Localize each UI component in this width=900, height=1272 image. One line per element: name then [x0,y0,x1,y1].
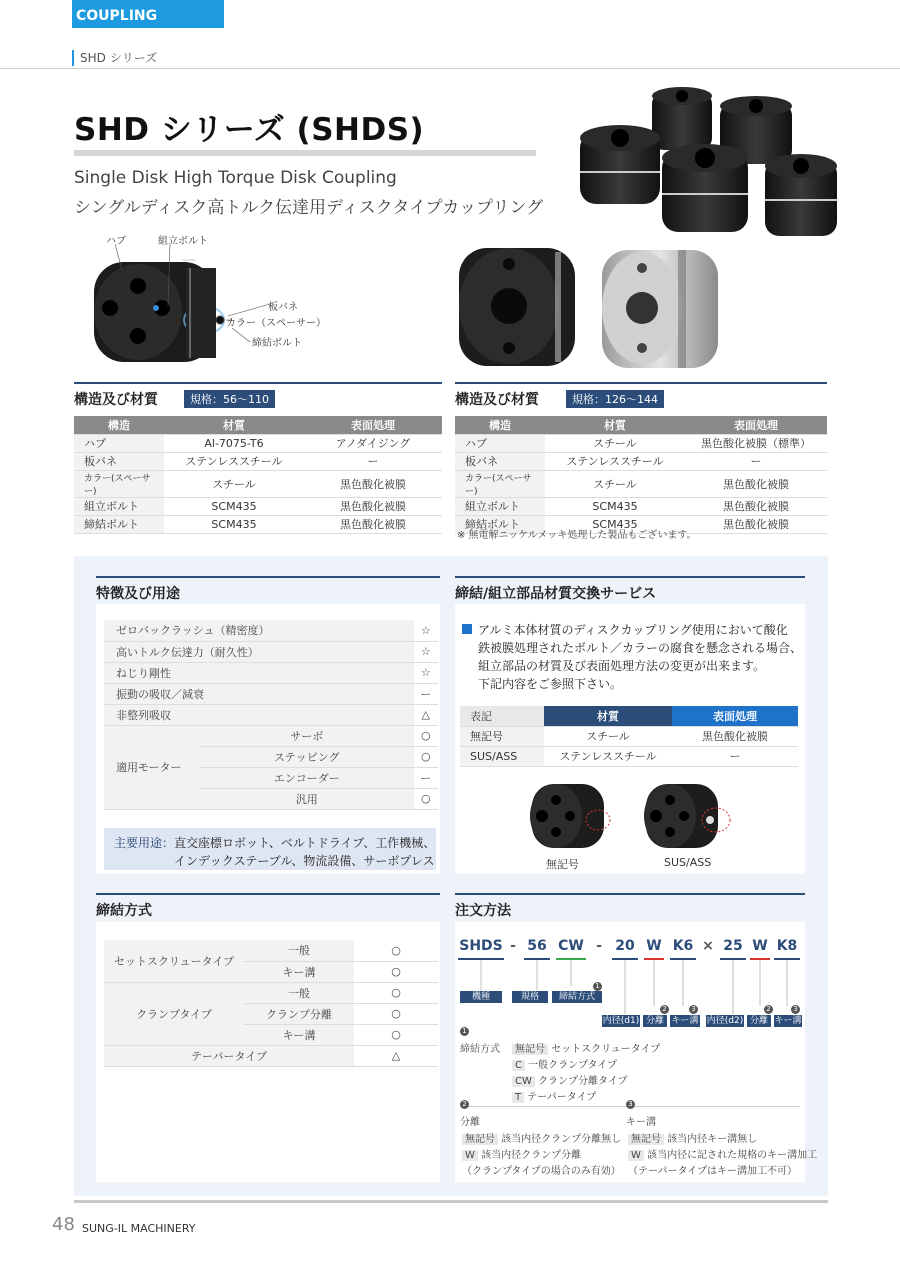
table-row [460,746,798,766]
title-rule [74,150,536,156]
fastening-rating: △ [354,1045,438,1066]
option-code: 無記号 [628,1134,664,1145]
table-cell: 締結ボルト [74,515,164,533]
material-note: ※ 無電解ニッケルメッキ処理した製品もございます。 [457,530,697,541]
material-large-heading: 構造及び材質 [455,392,539,408]
table-header-row [460,706,798,726]
table-row [455,452,827,470]
fastening-table [104,940,438,1067]
table-row [455,470,827,497]
motor-label: 適用モーター [104,725,200,809]
column-header: 表面処理 [672,706,798,726]
table-row [104,620,438,641]
header-rule [0,68,900,69]
feature-label: ねじり剛性 [104,662,414,683]
tag-bore1: 内径(d1) [602,1016,640,1026]
features-rule [96,576,440,578]
table-cell: ー [685,452,827,470]
table-cell: 黒色酸化被膜 [685,497,827,515]
subtitle-en: Single Disk High Torque Disk Coupling [74,168,397,188]
option-desc: 該当内径キー溝無し [667,1134,758,1145]
tag-key1: キー溝 [671,1016,699,1026]
table-row [104,940,438,961]
code-times: × [702,938,714,954]
marker-1: 1 [460,1027,469,1036]
column-header: 構造 [455,416,545,434]
table-cell: スチール [164,470,304,497]
table-cell: 板バネ [455,452,545,470]
table-cell: スチール [545,434,685,452]
column-header: 材質 [164,416,304,434]
table-row [104,725,438,746]
table-cell: SUS/ASS [460,746,544,766]
table-cell: 組立ボルト [455,497,545,515]
tag-bore2: 内径(d2) [706,1016,744,1026]
usage-line1: 直交座標ロボット、ベルトドライブ、工作機械、 [174,836,436,850]
exchange-text1: アルミ本体材質のディスクカップリング使用において酸化 [478,623,788,637]
table-cell: 無記号 [460,726,544,746]
tag-model: 機種 [460,991,502,1003]
material-large-badge: 規格：126〜144 [566,390,664,408]
table-cell: 黒色酸化被膜 [672,726,798,746]
tag-size: 規格 [512,991,548,1003]
table-cell: アノダイジング [304,434,442,452]
tag-key2: キー溝 [774,1016,802,1026]
fastening-rating: ○ [354,961,438,982]
page-number: 48 [52,1214,75,1235]
fasten-option [512,1072,628,1087]
order-heading: 注文方法 [455,903,511,919]
feature-label: ゼロバックラッシュ（精密度） [104,620,414,641]
motor-rating: ○ [414,746,438,767]
code-split1: W [646,938,662,954]
series-label: SHD シリーズ [72,50,157,66]
exchange-text4: 下記内容をご参照下さい。 [478,677,623,691]
table-cell: 締結ボルト [455,515,545,533]
motor-type: エンコーダー [200,767,414,788]
table-cell: SCM435 [545,497,685,515]
tag-fasten: 締結方式 [552,991,602,1003]
code-dash: - [510,938,516,954]
table-row [74,515,442,533]
footer-rule [74,1200,828,1203]
code-model: SHDS [459,938,503,954]
code-split2: W [752,938,768,954]
split-option [462,1146,581,1161]
usage-line2: インデックステーブル、物流設備、サーボプレス [174,854,435,868]
option-desc: 該当内径クランプ分離無し [501,1134,622,1145]
table-row [74,434,442,452]
column-header: 材質 [544,706,672,726]
subtitle-jp: シングルディスク高トルク伝達用ディスクタイプカップリング [74,198,544,218]
photo-standard-collar [526,778,616,854]
column-header: 表面処理 [304,416,442,434]
exchange-heading: 締結/組立部品材質交換サービス [455,586,657,602]
photo-sus-collar [640,778,740,854]
material-large-table [455,416,827,534]
key-title: キー溝 [626,1117,656,1128]
option-code: W [462,1150,478,1161]
material-small-table [74,416,442,534]
split-title: 分離 [460,1117,480,1128]
table-cell: ハブ [74,434,164,452]
fastening-rating: ○ [354,1003,438,1024]
caption-sus: SUS/ASS [664,856,712,869]
table-row [104,683,438,704]
table-cell: カラー(スペーサー) [455,470,545,497]
fastening-subtype: 一般 [244,982,354,1003]
option-code: W [628,1150,644,1161]
option-code: T [512,1092,524,1103]
key-option [628,1130,757,1145]
option-code: C [512,1060,525,1071]
code-leader-lines [455,958,805,1020]
motor-type: ステッピング [200,746,414,767]
table-row [104,982,438,1003]
column-header: 表記 [460,706,544,726]
table-row [74,497,442,515]
feature-label: 振動の吸収／減衰 [104,683,414,704]
material-small-rule [74,382,442,384]
table-cell: Al-7075-T6 [164,434,304,452]
label-clamp-bolt: 締結ボルト [252,338,302,349]
marker-3: 3 [791,1005,800,1014]
code-dash: - [596,938,602,954]
table-row [460,726,798,746]
photo-black-coupling [455,242,580,372]
code-key2: K8 [776,938,798,954]
motor-rating: ○ [414,725,438,746]
category-tab: COUPLING [72,0,224,28]
code-bore1: 20 [615,938,635,954]
tag-split1: 分離 [643,1015,667,1027]
option-desc: クランプ分離タイプ [538,1076,628,1087]
split-note: （クランプタイプの場合のみ有効） [462,1166,621,1177]
table-cell: 黒色酸化被膜 [685,470,827,497]
table-cell: スチール [544,726,672,746]
table-cell: 黒色酸化被膜（標準） [685,434,827,452]
table-cell: 黒色酸化被膜 [304,470,442,497]
material-large-rule [455,382,827,384]
column-header: 構造 [74,416,164,434]
fastening-heading: 締結方式 [96,903,152,919]
feature-label: 非整列吸収 [104,704,414,725]
table-cell: ステンレススチール [164,452,304,470]
motor-rating: ー [414,767,438,788]
exchange-rule [455,576,805,578]
feature-label: 高いトルク伝達力（耐久性） [104,641,414,662]
table-row [74,452,442,470]
table-cell: ハブ [455,434,545,452]
fastening-rating: ○ [354,982,438,1003]
code-size: 56 [527,938,547,954]
exchange-text3: 組立部品の材質及び表面処理方法の変更が出来ます。 [478,659,766,673]
caption-standard: 無記号 [546,858,579,871]
fastening-subtype: クランプ分離 [244,1003,354,1024]
table-cell: SCM435 [545,515,685,533]
code-fasten: CW [558,938,584,954]
marker-2: 2 [764,1005,773,1014]
option-desc: セットスクリュータイプ [551,1044,661,1055]
code-bore2: 25 [723,938,743,954]
feature-rating: ☆ [414,641,438,662]
fastening-subtype: キー溝 [244,1024,354,1045]
fasten-option [512,1040,660,1055]
marker-2: 2 [460,1100,469,1109]
table-row [74,470,442,497]
marker-3: 3 [689,1005,698,1014]
product-group-photo [570,82,840,242]
table-row [104,662,438,683]
table-cell: ー [672,746,798,766]
table-cell: SCM435 [164,515,304,533]
table-cell: SCM435 [164,497,304,515]
fastening-rating: ○ [354,1024,438,1045]
feature-rating: △ [414,704,438,725]
square-bullet-icon [462,624,472,634]
table-cell: 組立ボルト [74,497,164,515]
marker-3: 3 [626,1100,635,1109]
option-code: 無記号 [462,1134,498,1145]
column-header: 表面処理 [685,416,827,434]
label-collar: カラー（スペーサー） [226,318,326,329]
feature-rating: ー [414,683,438,704]
table-row [104,1045,438,1066]
fastening-subtype: キー溝 [244,961,354,982]
table-row [104,641,438,662]
material-small-badge: 規格：56〜110 [184,390,275,408]
table-cell: ー [304,452,442,470]
marker-2: 2 [660,1005,669,1014]
table-row [104,704,438,725]
tag-split2: 分離 [747,1015,771,1027]
fasten-title: 締結方式 [460,1044,500,1055]
label-leaf-spring: 板バネ [268,302,298,313]
fastening-rule [96,893,440,895]
key-option [628,1146,817,1161]
split-option [462,1130,621,1145]
table-cell: 板バネ [74,452,164,470]
code-key1: K6 [672,938,694,954]
features-heading: 特徴及び用途 [96,586,180,602]
table-cell: 黒色酸化被膜 [304,515,442,533]
option-desc: 該当内径に記された規格のキー溝加工 [647,1150,818,1161]
motor-type: 汎用 [200,788,414,809]
option-desc: 一般クランプタイプ [528,1060,617,1071]
features-table [104,620,438,810]
order-rule [455,893,805,895]
fastening-type: セットスクリュータイプ [104,940,244,982]
label-hub: ハブ [106,236,126,247]
table-cell: カラー(スペーサー) [74,470,164,497]
column-header: 材質 [545,416,685,434]
table-cell: 黒色酸化被膜 [304,497,442,515]
diagram-leader-lines [100,238,340,358]
marker-1: 1 [593,982,602,991]
photo-silver-coupling [598,244,723,374]
fastening-type: クランプタイプ [104,982,244,1045]
motor-type: サーボ [200,725,414,746]
fastening-type: テーパータイプ [104,1045,354,1066]
exchange-text2: 鉄被膜処理されたボルト／カラーの腐食を懸念される場合、 [478,641,803,655]
table-row [455,497,827,515]
feature-rating: ☆ [414,662,438,683]
fasten-option [512,1056,617,1071]
option-desc: 該当内径クランプ分離 [481,1150,582,1161]
option-desc: テーパータイプ [527,1092,597,1103]
feature-rating: ☆ [414,620,438,641]
fasten-option [512,1088,596,1103]
table-cell: 黒色酸化被膜 [685,515,827,533]
option-code: 無記号 [512,1044,548,1055]
exchange-table [460,706,798,767]
company-name: SUNG-IL MACHINERY [82,1222,196,1235]
label-assembly-bolt: 組立ボルト [158,236,208,247]
material-small-heading: 構造及び材質 [74,392,158,408]
motor-rating: ○ [414,788,438,809]
table-header-row [455,416,827,434]
usage-label: 主要用途： [114,836,175,850]
table-cell: スチール [545,470,685,497]
key-note: （テーパータイプはキー溝加工不可） [628,1166,797,1177]
table-header-row [74,416,442,434]
fastening-rating: ○ [354,940,438,961]
page-title: SHD シリーズ (SHDS) [74,112,425,148]
fastening-subtype: 一般 [244,940,354,961]
option-code: CW [512,1076,535,1087]
table-cell: ステンレススチール [544,746,672,766]
table-row [455,434,827,452]
table-cell: ステンレススチール [545,452,685,470]
